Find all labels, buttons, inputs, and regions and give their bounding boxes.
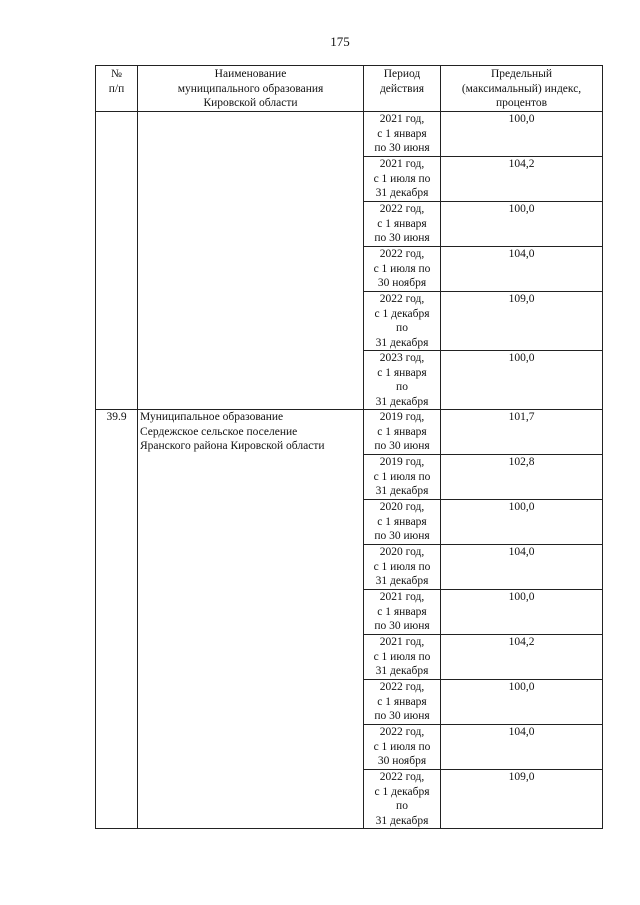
index-cell: 101,7 <box>441 410 603 455</box>
period-line: с 1 января <box>377 217 427 230</box>
tariff-index-table <box>95 65 603 829</box>
period-line: по <box>396 322 408 334</box>
period-line: с 1 июля по <box>373 740 431 753</box>
period-line: 2022 год, <box>379 248 425 260</box>
period-line: по 30 июня <box>374 232 430 244</box>
period-line: 2022 год, <box>379 681 425 693</box>
index-cell: 109,0 <box>441 292 603 351</box>
period-line: с 1 декабря <box>374 785 430 798</box>
period-line: 31 декабря <box>375 575 429 587</box>
index-cell: 100,0 <box>441 351 603 410</box>
period-line: 31 декабря <box>375 814 429 827</box>
period-cell <box>364 725 441 770</box>
header-municipality-name: Наименование муниципального образования Кировской области <box>138 66 364 112</box>
period-line: 2022 год, <box>379 771 425 783</box>
table-header-row <box>96 66 603 112</box>
index-cell: 109,0 <box>441 770 603 829</box>
period-cell <box>364 157 441 202</box>
period-line: по 30 июня <box>374 620 430 632</box>
header-number: № п/п <box>96 66 138 112</box>
municipality-name <box>138 410 364 829</box>
period-line: с 1 июля по <box>373 172 431 185</box>
municipality-name-line: Яранского района Кировской области <box>140 440 325 452</box>
index-cell: 104,0 <box>441 247 603 292</box>
name-cell-continued <box>138 112 364 410</box>
period-line: с 1 декабря <box>374 307 430 320</box>
period-line: 31 декабря <box>375 485 429 497</box>
period-line: по 30 июня <box>374 710 430 722</box>
period-line: с 1 января <box>377 127 427 140</box>
period-line: с 1 января <box>377 515 427 528</box>
period-line: 30 ноября <box>377 277 427 289</box>
period-line: 30 ноября <box>377 755 427 767</box>
period-line: 31 декабря <box>375 395 429 408</box>
period-cell <box>364 202 441 247</box>
index-cell: 104,2 <box>441 157 603 202</box>
municipality-name-line: Сердежское сельское поселение <box>140 425 298 438</box>
period-line: 2019 год, <box>379 456 425 468</box>
period-line: с 1 июля по <box>373 262 431 275</box>
number-cell-continued <box>96 112 138 410</box>
index-cell: 100,0 <box>441 590 603 635</box>
period-cell <box>364 545 441 590</box>
period-line: с 1 января <box>377 695 427 708</box>
period-line: по 30 июня <box>374 530 430 542</box>
period-line: по <box>396 800 408 812</box>
header-max-index: Предельный (максимальный) индекс, процентов <box>441 66 603 112</box>
period-cell <box>364 680 441 725</box>
period-line: по 30 июня <box>374 142 430 154</box>
period-line: 2022 год, <box>379 203 425 215</box>
period-cell <box>364 112 441 157</box>
period-line: 2021 год, <box>379 158 425 170</box>
index-cell: 104,2 <box>441 635 603 680</box>
period-cell <box>364 292 441 351</box>
period-line: 2021 год, <box>379 636 425 648</box>
period-line: с 1 июля по <box>373 650 431 663</box>
index-cell: 100,0 <box>441 112 603 157</box>
period-line: с 1 июля по <box>373 560 431 573</box>
index-cell: 102,8 <box>441 455 603 500</box>
period-cell <box>364 770 441 829</box>
period-cell <box>364 247 441 292</box>
index-cell: 104,0 <box>441 725 603 770</box>
period-line: 2020 год, <box>379 546 425 558</box>
period-line: с 1 июля по <box>373 470 431 483</box>
period-line: с 1 января <box>377 366 427 379</box>
period-line: 2020 год, <box>379 501 425 513</box>
period-cell <box>364 410 441 455</box>
period-line: 2019 год, <box>379 411 425 423</box>
period-line: 2022 год, <box>379 726 425 738</box>
period-line: 31 декабря <box>375 665 429 677</box>
index-cell: 100,0 <box>441 500 603 545</box>
period-cell <box>364 635 441 680</box>
period-line: с 1 января <box>377 425 427 438</box>
period-line: с 1 января <box>377 605 427 618</box>
period-line: 2021 год, <box>379 113 425 125</box>
index-cell: 100,0 <box>441 680 603 725</box>
period-line: по 30 июня <box>374 440 430 452</box>
period-line: 2023 год, <box>379 352 425 364</box>
page-number: 175 <box>330 34 350 49</box>
period-cell <box>364 500 441 545</box>
period-cell <box>364 455 441 500</box>
index-cell: 100,0 <box>441 202 603 247</box>
period-line: 31 декабря <box>375 187 429 199</box>
header-period: Период действия <box>364 66 441 112</box>
table-row <box>96 112 603 157</box>
period-cell <box>364 351 441 410</box>
index-cell: 104,0 <box>441 545 603 590</box>
table-row <box>96 410 603 455</box>
period-line: по <box>396 381 408 393</box>
period-cell <box>364 590 441 635</box>
period-line: 2021 год, <box>379 591 425 603</box>
municipality-name-line: Муниципальное образование <box>140 411 284 423</box>
period-line: 31 декабря <box>375 336 429 349</box>
entry-number: 39.9 <box>96 410 138 829</box>
period-line: 2022 год, <box>379 293 425 305</box>
